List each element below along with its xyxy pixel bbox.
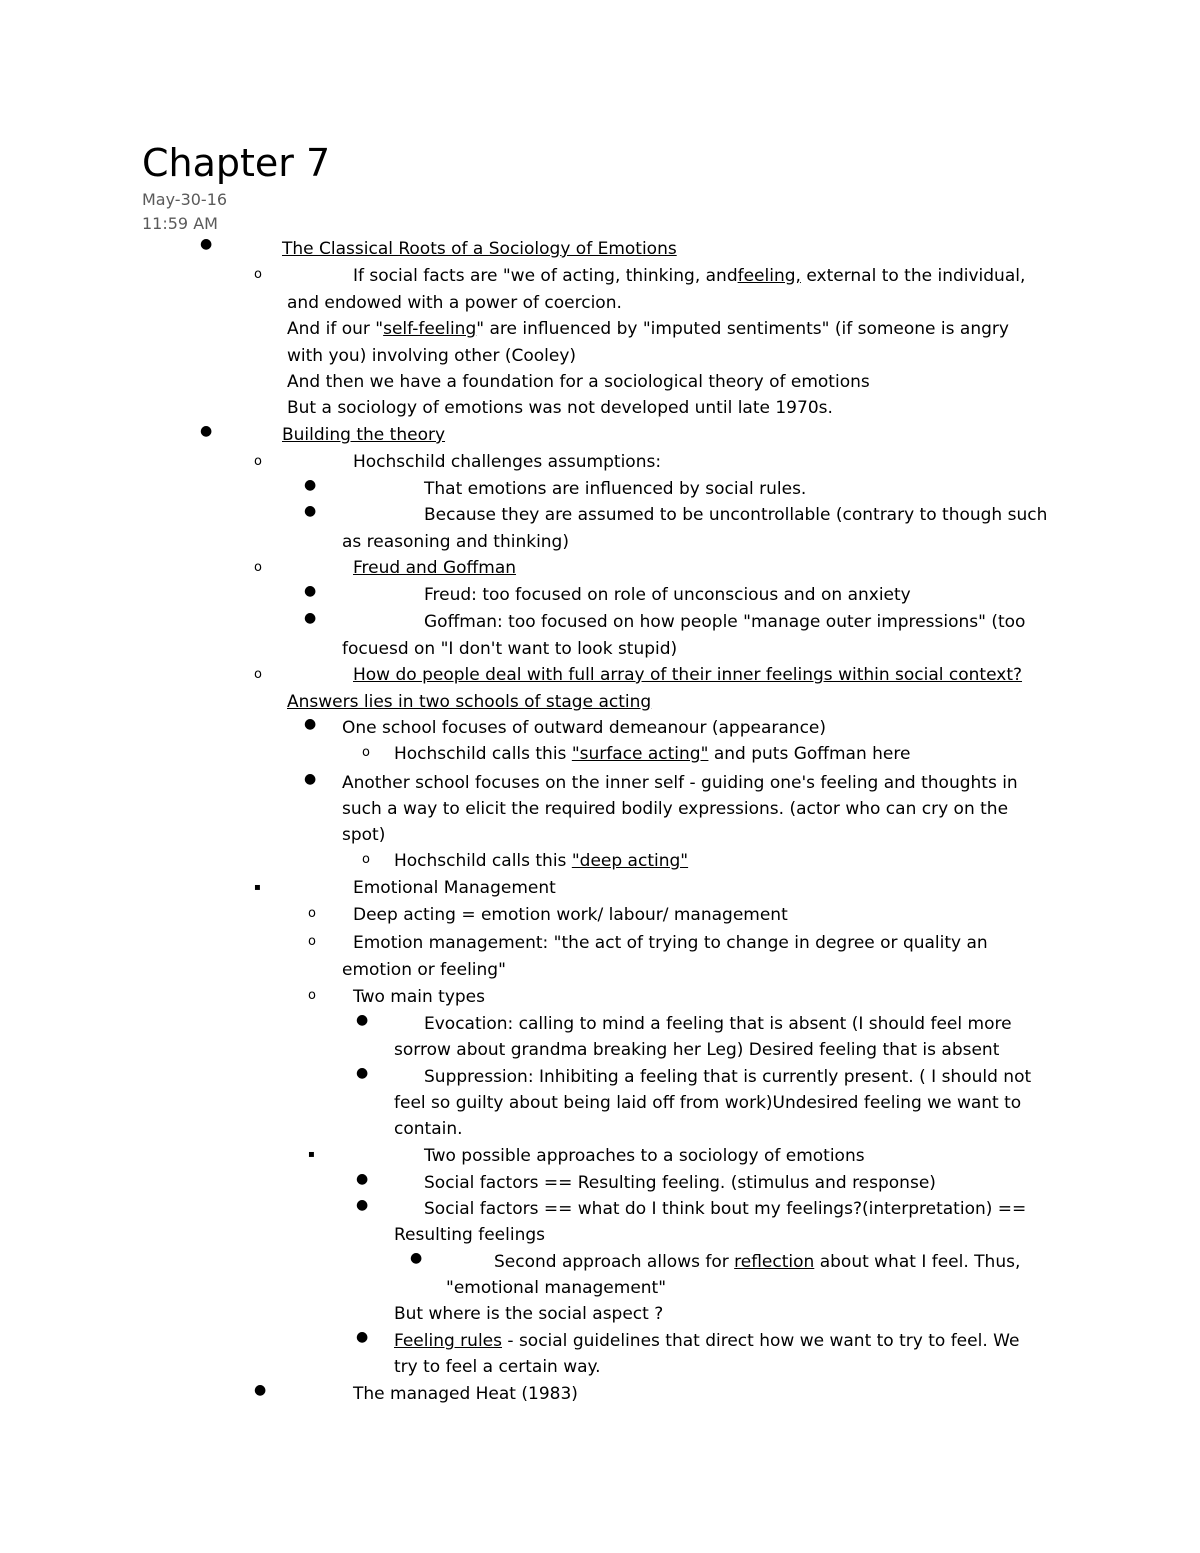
text-line: Feeling rules - social guidelines that direct how we want to try to feel. We xyxy=(394,1331,1020,1351)
disc-bullet: ● xyxy=(356,1065,369,1081)
circle-bullet: o xyxy=(362,745,370,760)
text-line: That emotions are influenced by social rules. xyxy=(424,479,807,499)
text-line: Social factors == Resulting feeling. (stimulus and response) xyxy=(424,1173,936,1193)
text-line: emotion or feeling" xyxy=(342,960,506,980)
note-date: May-30-16 xyxy=(142,190,228,209)
text-line: Evocation: calling to mind a feeling that is absent (I should feel more xyxy=(424,1014,1012,1034)
page-title: Chapter 7 xyxy=(142,141,331,185)
text-line: Because they are assumed to be uncontrollable (contrary to though such xyxy=(424,505,1048,525)
text-line: Two possible approaches to a sociology of emotions xyxy=(424,1146,865,1166)
heading-question: How do people deal with full array of their inner feelings within social context? xyxy=(353,665,1023,685)
disc-bullet: ● xyxy=(304,716,317,732)
text-line: But where is the social aspect ? xyxy=(394,1304,664,1324)
text-line: and endowed with a power of coercion. xyxy=(287,293,622,313)
text-line: Goffman: too focused on how people "manage outer impressions" (too xyxy=(424,612,1026,632)
text-line: try to feel a certain way. xyxy=(394,1357,601,1377)
disc-bullet: ● xyxy=(356,1197,369,1213)
text-line: Two main types xyxy=(353,987,485,1007)
note-time: 11:59 AM xyxy=(142,214,218,233)
disc-bullet: ● xyxy=(304,583,317,599)
text-line: Second approach allows for reflection about what I feel. Thus, xyxy=(494,1252,1021,1272)
circle-bullet: o xyxy=(254,560,262,575)
text-line: spot) xyxy=(342,825,386,845)
disc-bullet: ● xyxy=(304,771,317,787)
text-line: And if our "self-feeling" are influenced by "imputed sentiments" (if someone is angry xyxy=(287,319,1009,339)
text-line: sorrow about grandma breaking her Leg) Desired feeling that is absent xyxy=(394,1040,1000,1060)
disc-bullet: ● xyxy=(304,610,317,626)
text-line: And then we have a foundation for a sociological theory of emotions xyxy=(287,372,870,392)
text-line: Another school focuses on the inner self - guiding one's feeling and thoughts in xyxy=(342,773,1018,793)
text-line: The managed Heat (1983) xyxy=(353,1384,578,1404)
square-bullet: ▪ xyxy=(254,882,261,893)
disc-bullet: ● xyxy=(356,1012,369,1028)
disc-bullet: ● xyxy=(304,503,317,519)
circle-bullet: o xyxy=(254,667,262,682)
text-line: Resulting feelings xyxy=(394,1225,545,1245)
text-line: contain. xyxy=(394,1119,463,1139)
text-line: focuesd on "I don't want to look stupid) xyxy=(342,639,678,659)
text-line: If social facts are "we of acting, thinking, andfeeling, external to the individual, xyxy=(353,266,1026,286)
text-line: "emotional management" xyxy=(446,1278,667,1298)
text-line: Hochschild calls this "surface acting" and puts Goffman here xyxy=(394,744,911,764)
disc-bullet: ● xyxy=(200,236,213,252)
circle-bullet: o xyxy=(254,454,262,469)
circle-bullet: o xyxy=(308,988,316,1003)
heading-classical-roots: The Classical Roots of a Sociology of Emotions xyxy=(282,239,677,259)
text-line: feel so guilty about being laid off from work)Undesired feeling we want to xyxy=(394,1093,1022,1113)
circle-bullet: o xyxy=(362,852,370,867)
circle-bullet: o xyxy=(308,906,316,921)
text-line: Hochschild challenges assumptions: xyxy=(353,452,662,472)
disc-bullet: ● xyxy=(356,1329,369,1345)
heading-answers: Answers lies in two schools of stage acting xyxy=(287,692,652,712)
text-line: Suppression: Inhibiting a feeling that is currently present. ( I should not xyxy=(424,1067,1032,1087)
disc-bullet: ● xyxy=(200,423,213,439)
text-line: Emotion management: "the act of trying to change in degree or quality an xyxy=(353,933,988,953)
disc-bullet: ● xyxy=(356,1171,369,1187)
text-line: One school focuses of outward demeanour (appearance) xyxy=(342,718,827,738)
circle-bullet: o xyxy=(308,934,316,949)
disc-bullet: ● xyxy=(304,477,317,493)
text-line: as reasoning and thinking) xyxy=(342,532,569,552)
text-line: such a way to elicit the required bodily expressions. (actor who can cry on the xyxy=(342,799,1009,819)
disc-bullet: ● xyxy=(410,1250,423,1266)
heading-emotional-management: Emotional Management xyxy=(353,878,556,898)
text-line: Freud: too focused on role of unconscious and on anxiety xyxy=(424,585,911,605)
heading-freud-goffman: Freud and Goffman xyxy=(353,558,517,578)
text-line: Deep acting = emotion work/ labour/ management xyxy=(353,905,788,925)
heading-building-theory: Building the theory xyxy=(282,425,446,445)
disc-bullet: ● xyxy=(254,1382,267,1398)
text-line: Hochschild calls this "deep acting" xyxy=(394,851,689,871)
circle-bullet: o xyxy=(254,267,262,282)
text-line: But a sociology of emotions was not developed until late 1970s. xyxy=(287,398,833,418)
text-line: with you) involving other (Cooley) xyxy=(287,346,577,366)
text-line: Social factors == what do I think bout my feelings?(interpretation) == xyxy=(424,1199,1027,1219)
square-bullet: ▪ xyxy=(308,1149,315,1160)
